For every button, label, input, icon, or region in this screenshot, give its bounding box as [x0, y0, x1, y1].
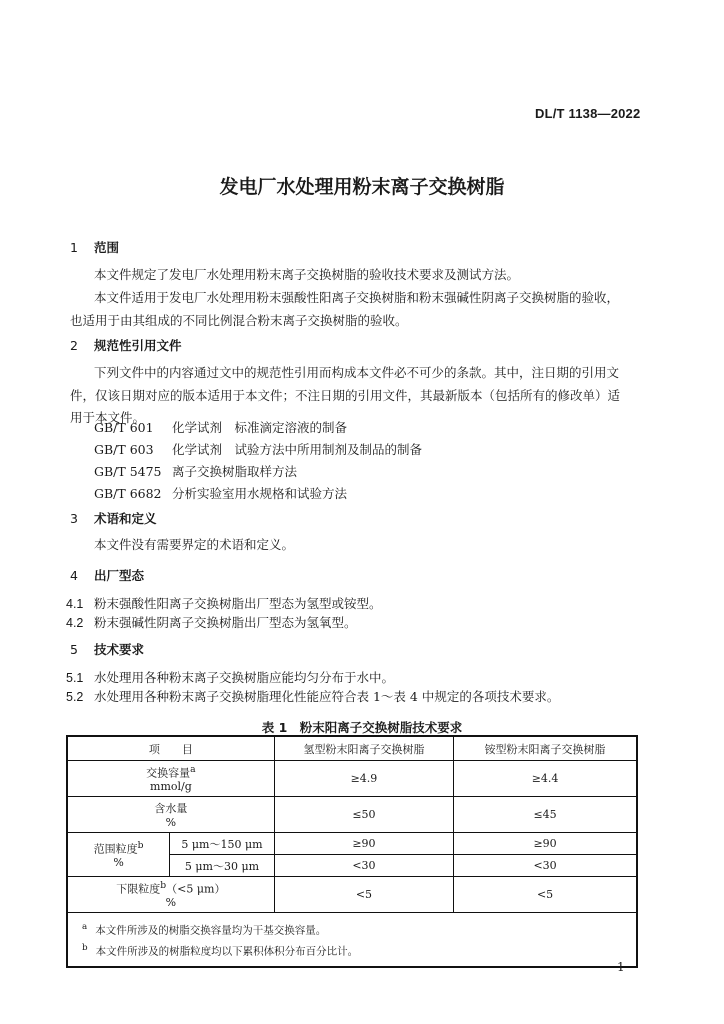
reference-code: GB/T 6682 [94, 486, 162, 501]
section-title: 规范性引用文件 [94, 338, 182, 353]
header-col1: 氢型粉末阳离子交换树脂 [274, 736, 453, 761]
table-notes-row [67, 913, 637, 968]
note-text: 本文件所涉及的树脂交换容量均为干基交换容量。 [95, 924, 327, 937]
footnote-mark: a [190, 763, 196, 775]
row-label [67, 833, 170, 877]
clause-5-2 [66, 687, 559, 705]
clause-text: 粉末强碱性阴离子交换树脂出厂型态为氢氧型。 [94, 615, 357, 630]
reference-item [94, 460, 422, 482]
reference-item [94, 438, 422, 460]
reference-title: 化学试剂 试验方法中所用制剂及制品的制备 [172, 442, 423, 457]
reference-code: GB/T 603 [94, 442, 154, 457]
paragraph: 本文件规定了发电厂水处理用粉末离子交换树脂的验收技术要求及测试方法。 [94, 267, 520, 282]
clause-text: 水处理用各种粉末离子交换树脂理化性能应符合表 1～表 4 中规定的各项技术要求。 [94, 689, 560, 704]
paragraph: 下列文件中的内容通过文中的规范性引用而构成本文件必不可少的条款。其中，注日期的引用文 [94, 365, 620, 380]
clause-number: 4.1 [66, 597, 84, 611]
paragraph: 件，仅该日期对应的版本适用于本文件；不注日期的引用文件，其最新版本（包括所有的修改单）适 [70, 388, 621, 403]
section-5-heading [70, 640, 144, 658]
page-title: 发电厂水处理用粉末离子交换树脂 [219, 176, 505, 198]
cell-value: <30 [454, 855, 637, 877]
reference-title: 分析实验室用水规格和试验方法 [172, 486, 348, 501]
sub-label: 5 μm～30 μm [170, 855, 275, 877]
label-text: 下限粒度 [116, 882, 161, 896]
cell-value: ≥90 [274, 833, 453, 855]
unit: % [165, 816, 177, 829]
clause-number: 4.2 [66, 616, 84, 630]
row-label [67, 797, 274, 833]
cell-value: <5 [454, 877, 637, 913]
clause-5-1 [66, 668, 394, 686]
reference-item [94, 416, 422, 438]
section-number: 4 [70, 568, 78, 583]
section-number: 3 [70, 511, 78, 526]
section-title: 范围 [94, 240, 120, 255]
paragraph: 用于本文件。 [70, 410, 146, 425]
reference-title: 化学试剂 标准滴定溶液的制备 [172, 420, 348, 435]
clause-text: 粉末强酸性阳离子交换树脂出厂型态为氢型或铵型。 [94, 596, 382, 611]
label-text: 交换容量 [146, 766, 191, 780]
cell-value: ≤45 [454, 797, 637, 833]
page-number: 1 [617, 960, 625, 974]
paragraph: 也适用于由其组成的不同比例混合粉末离子交换树脂的验收。 [70, 313, 408, 328]
cell-value: ≥90 [454, 833, 637, 855]
section-title: 出厂型态 [94, 568, 145, 583]
clause-number: 5.1 [66, 671, 84, 685]
section-1-heading [70, 238, 119, 256]
cell-value: <30 [274, 855, 453, 877]
section-number: 1 [70, 240, 78, 255]
header-item: 项 目 [67, 736, 274, 761]
unit: % [113, 856, 124, 870]
cell-value: ≤50 [274, 797, 453, 833]
label-text: 范围粒度 [93, 842, 138, 856]
table-note [82, 919, 636, 940]
clause-text: 水处理用各种粉末离子交换树脂应能均匀分布于水中。 [94, 670, 395, 685]
reference-item [94, 482, 422, 504]
clause-4-2 [66, 613, 357, 631]
section-title: 术语和定义 [94, 511, 157, 526]
label-text: 含水量 [154, 802, 188, 815]
cell-value: ≥4.4 [454, 761, 637, 797]
footnote-mark: b [82, 942, 88, 953]
unit: % [165, 896, 177, 910]
table-row [67, 833, 637, 855]
condition: （<5 μm） [166, 882, 226, 896]
footnote-mark: b [137, 839, 144, 851]
table-header-row [67, 736, 637, 761]
note-text: 本文件所涉及的树脂粒度均以下累积体积分布百分比计。 [95, 945, 359, 957]
document-number: DL/T 1138—2022 [535, 106, 641, 121]
reference-code: GB/T 5475 [94, 464, 162, 479]
table-row [67, 797, 637, 833]
section-number: 5 [70, 642, 78, 657]
spec-table [66, 735, 638, 968]
table-caption: 表 1 粉末阳离子交换树脂技术要求 [261, 720, 463, 735]
table-row [67, 761, 637, 797]
unit: mmol/g [150, 780, 192, 794]
reference-code: GB/T 601 [94, 420, 154, 435]
section-title: 技术要求 [94, 642, 145, 657]
reference-list [94, 416, 422, 504]
cell-value: ≥4.9 [274, 761, 453, 797]
clause-number: 5.2 [66, 690, 84, 704]
row-label [67, 761, 274, 797]
clause-4-1 [66, 594, 382, 612]
section-3-heading [70, 509, 157, 527]
sub-label: 5 μm～150 μm [170, 833, 275, 855]
reference-title: 离子交换树脂取样方法 [172, 464, 298, 479]
header-col2: 铵型粉末阳离子交换树脂 [454, 736, 637, 761]
table-notes [67, 913, 637, 968]
footnote-mark: b [160, 879, 167, 891]
section-4-heading [70, 566, 144, 584]
section-number: 2 [70, 338, 78, 353]
paragraph: 本文件没有需要界定的术语和定义。 [94, 537, 295, 552]
footnote-mark: a [82, 922, 88, 932]
table-row [67, 877, 637, 913]
section-2-heading [70, 336, 182, 354]
table-note [82, 940, 636, 961]
paragraph: 本文件适用于发电厂水处理用粉末强酸性阳离子交换树脂和粉末强碱性阴离子交换树脂的验收， [94, 290, 620, 305]
cell-value: <5 [274, 877, 453, 913]
row-label [67, 877, 274, 913]
